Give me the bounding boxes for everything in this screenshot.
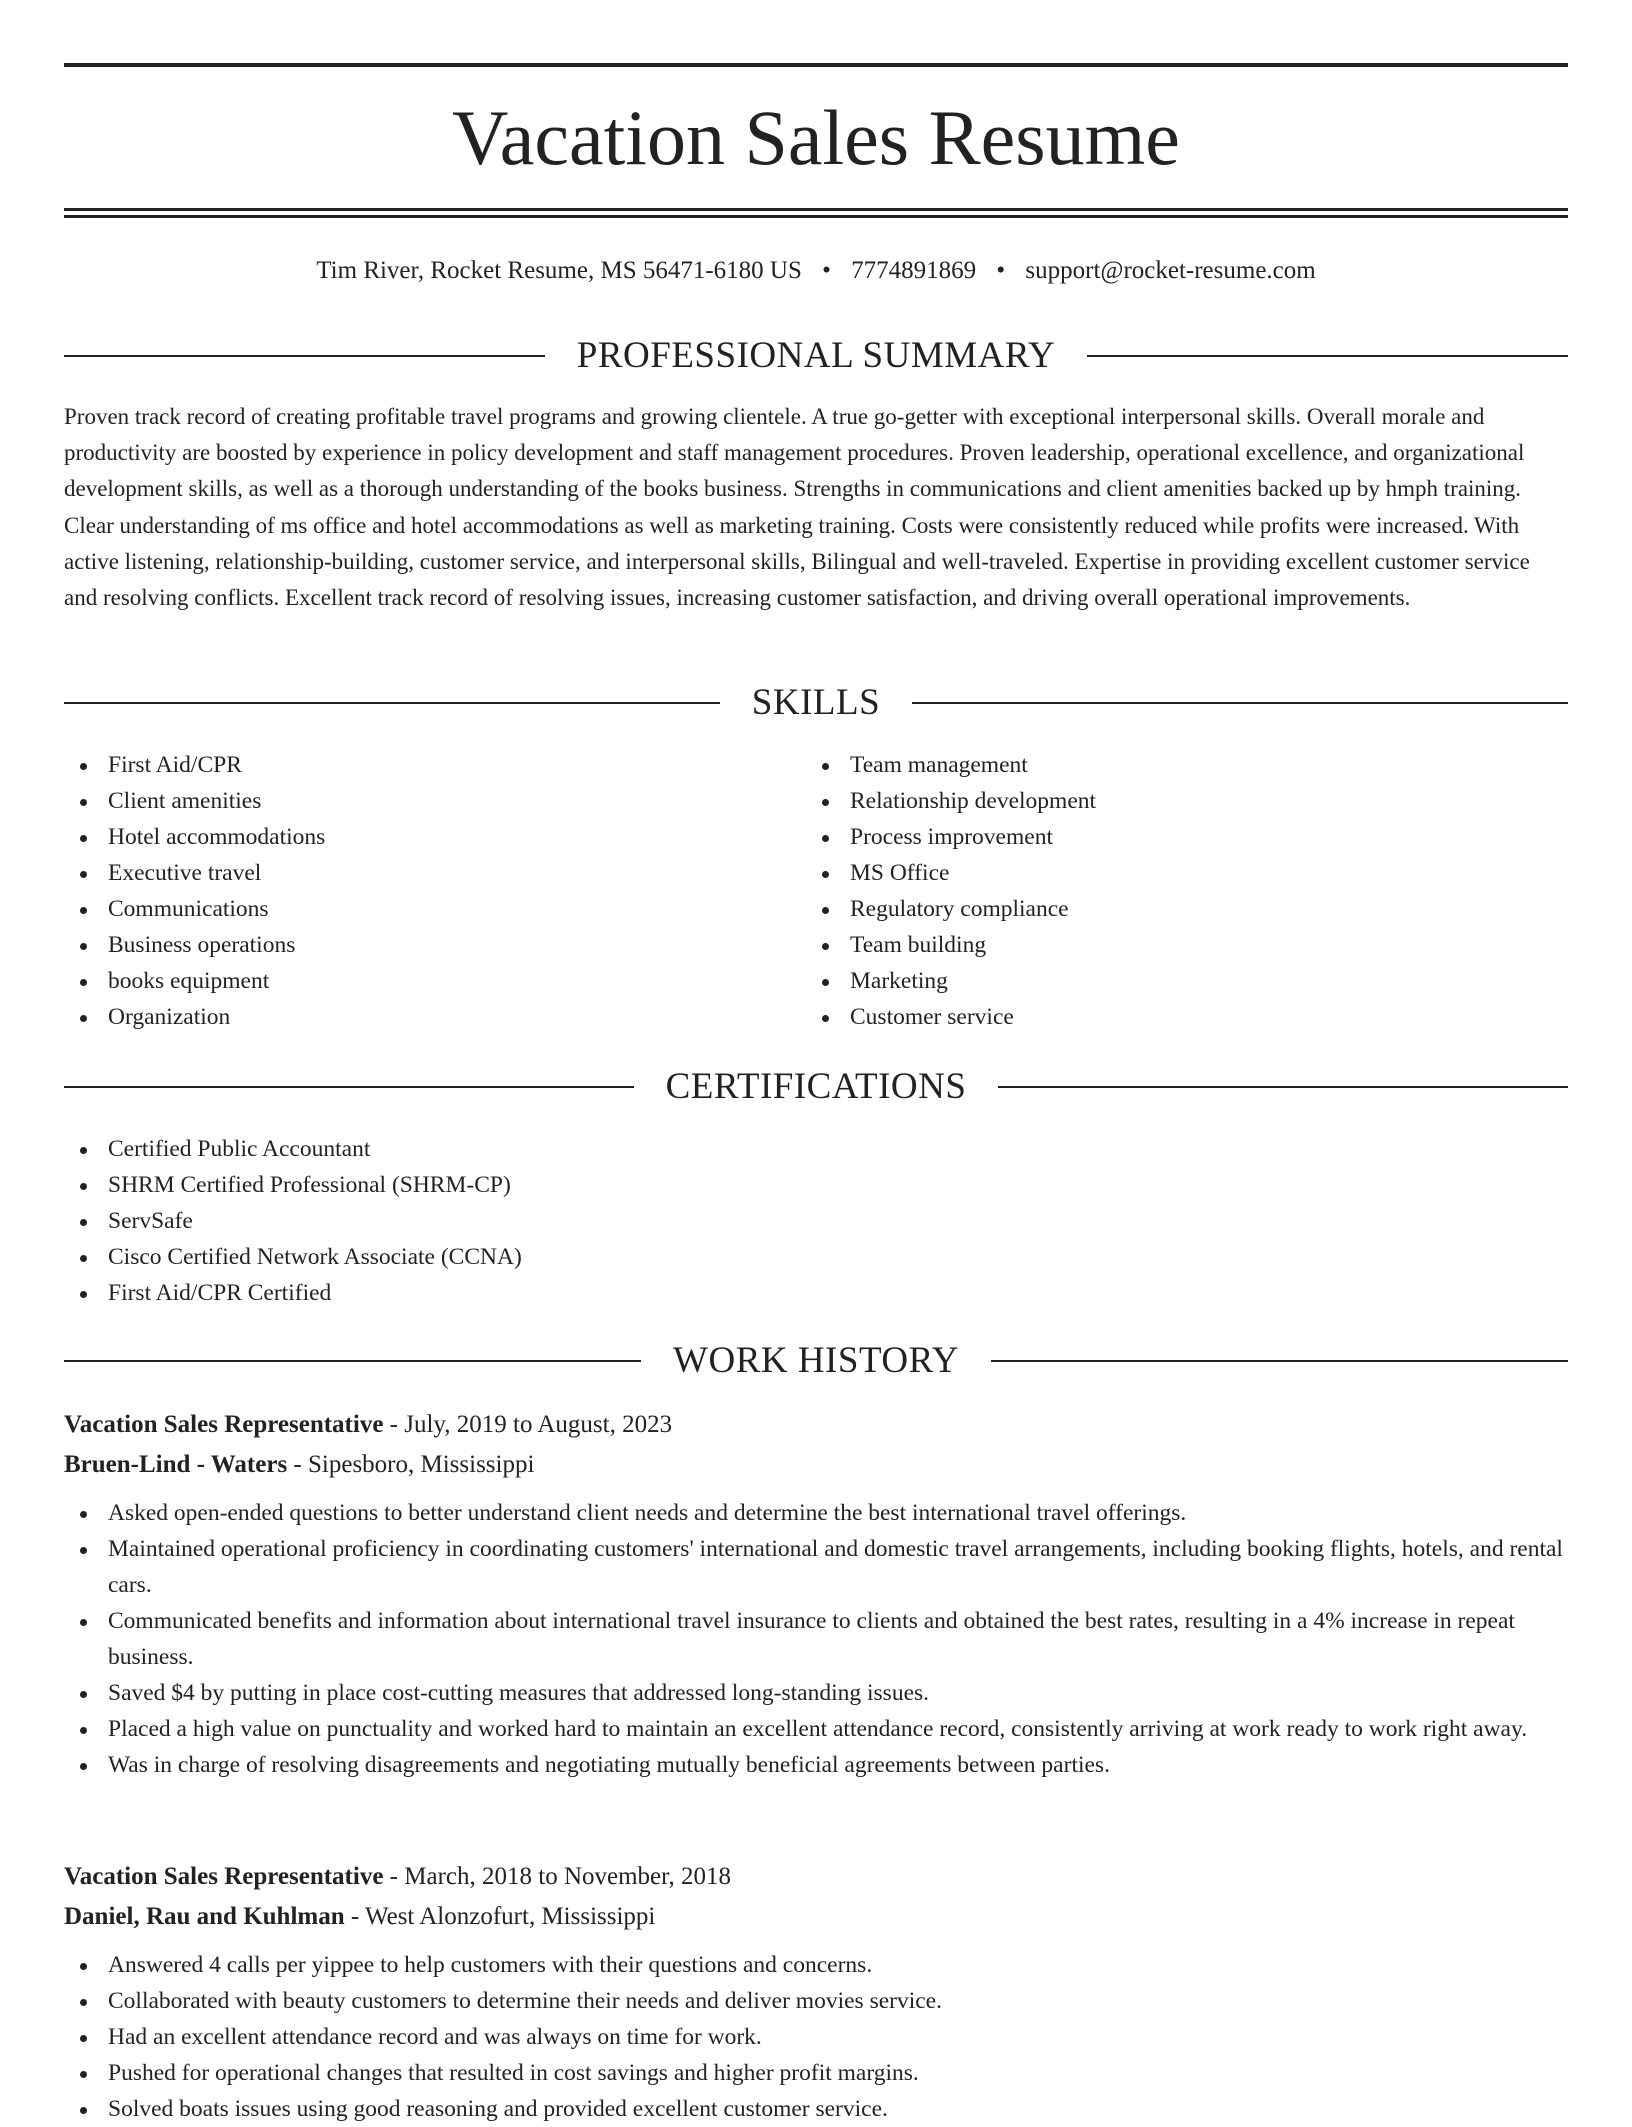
skills-section-header xyxy=(64,681,1568,725)
skill-item: Executive travel xyxy=(64,855,764,891)
job-title: Vacation Sales Representative xyxy=(64,1863,384,1890)
contact-phone: 7774891869 xyxy=(851,257,977,284)
job-location: - West Alonzofurt, Mississippi xyxy=(344,1903,656,1930)
certification-item: First Aid/CPR Certified xyxy=(64,1275,1568,1311)
job-title: Vacation Sales Representative xyxy=(64,1411,384,1438)
certification-item: Certified Public Accountant xyxy=(64,1131,1568,1167)
job-bullet-item: Solved boats issues using good reasoning and provided excellent customer service. xyxy=(64,2091,1568,2127)
divider-line xyxy=(1087,355,1568,357)
certifications-heading: CERTIFICATIONS xyxy=(665,1066,967,1107)
job-company: Bruen-Lind - Waters xyxy=(64,1451,288,1478)
work-history-section-header xyxy=(64,1339,1568,1383)
summary-section-header xyxy=(64,334,1568,378)
job-company: Daniel, Rau and Kuhlman xyxy=(64,1903,345,1930)
skill-item: Relationship development xyxy=(806,783,1506,819)
skill-item: Marketing xyxy=(806,963,1506,999)
skills-list-right xyxy=(806,747,1506,1035)
certifications-section-header xyxy=(64,1065,1568,1109)
job-company-line xyxy=(64,1445,1568,1485)
summary-text: Proven track record of creating profitable travel programs and growing clientele. A true go-getter with exceptional interpersonal skills. Overall morale and productivity are boosted by experience in policy development and staff management procedures. Proven leadership, operational excellence, and organizational development skills, as well as a thorough understanding of the books business. Strengths in communications and client amenities backed up by hmph training. Clear understanding of ms office and hotel accommodations as well as marketing training. Costs were consistently reduced while profits were increased. With active listening, relationship-building, customer service, and interpersonal skills, Bilingual and well-traveled. Expertise in providing excellent customer service and resolving conflicts. Excellent track record of resolving issues, increasing customer satisfaction, and driving overall operational improvements. xyxy=(64,404,1530,611)
divider-line xyxy=(991,1360,1568,1362)
job-dates: - July, 2019 to August, 2023 xyxy=(383,1411,673,1438)
divider-line xyxy=(912,702,1568,704)
skill-item: Process improvement xyxy=(806,819,1506,855)
certification-item: ServSafe xyxy=(64,1203,1568,1239)
job-bullet-item: Answered 4 calls per yippee to help customers with their questions and concerns. xyxy=(64,1947,1568,1983)
certifications-list xyxy=(64,1131,1568,1311)
skill-item: MS Office xyxy=(806,855,1506,891)
certification-item: SHRM Certified Professional (SHRM-CP) xyxy=(64,1167,1568,1203)
job-bullet-item: Communicated benefits and information about international travel insurance to clients and obtained the best rates, resulting in a 4% increase in repeat business. xyxy=(64,1603,1568,1675)
divider-line xyxy=(64,1086,634,1088)
divider-line xyxy=(64,355,545,357)
job-bullets xyxy=(64,1947,1568,2127)
job-bullet-item: Pushed for operational changes that resulted in cost savings and higher profit margins. xyxy=(64,2055,1568,2091)
contact-email: support@rocket-resume.com xyxy=(1025,257,1316,284)
skill-item: Business operations xyxy=(64,927,764,963)
skill-item: Regulatory compliance xyxy=(806,891,1506,927)
skill-item: Communications xyxy=(64,891,764,927)
title-rule-upper xyxy=(64,208,1568,211)
contact-separator: • xyxy=(822,257,831,284)
contact-line xyxy=(64,253,1568,289)
job-entry xyxy=(64,1405,1568,1783)
job-title-line xyxy=(64,1405,1568,1445)
job-company-line xyxy=(64,1897,1568,1937)
skill-item: Team building xyxy=(806,927,1506,963)
job-bullet-item: Saved $4 by putting in place cost-cutting measures that addressed long-standing issues. xyxy=(64,1675,1568,1711)
divider-line xyxy=(64,702,720,704)
job-bullet-item: Was in charge of resolving disagreements and negotiating mutually beneficial agreements between parties. xyxy=(64,1747,1568,1783)
job-bullet-item: Collaborated with beauty customers to determine their needs and deliver movies service. xyxy=(64,1983,1568,2019)
skills-list-left xyxy=(64,747,764,1035)
job-bullets xyxy=(64,1495,1568,1783)
job-bullet-item: Asked open-ended questions to better understand client needs and determine the best international travel offerings. xyxy=(64,1495,1568,1531)
title-rule-lower xyxy=(64,215,1568,218)
job-bullet-item: Maintained operational proficiency in coordinating customers' international and domestic travel arrangements, including booking flights, hotels, and rental cars. xyxy=(64,1531,1568,1603)
job-dates: - March, 2018 to November, 2018 xyxy=(383,1863,731,1890)
work-history-heading: WORK HISTORY xyxy=(673,1340,959,1381)
skill-item: First Aid/CPR xyxy=(64,747,764,783)
divider-line xyxy=(998,1086,1568,1088)
job-bullet-item: Had an excellent attendance record and was always on time for work. xyxy=(64,2019,1568,2055)
skill-item: Client amenities xyxy=(64,783,764,819)
certification-item: Cisco Certified Network Associate (CCNA) xyxy=(64,1239,1568,1275)
contact-separator: • xyxy=(996,257,1006,284)
skill-item: Hotel accommodations xyxy=(64,819,764,855)
skill-item: Customer service xyxy=(806,999,1506,1035)
summary-heading: PROFESSIONAL SUMMARY xyxy=(576,335,1056,376)
skill-item: Team management xyxy=(806,747,1506,783)
skill-item: books equipment xyxy=(64,963,764,999)
divider-line xyxy=(64,1360,641,1362)
job-bullet-item: Placed a high value on punctuality and worked hard to maintain an excellent attendance record, consistently arriving at work ready to work right away. xyxy=(64,1711,1568,1747)
skill-item: Organization xyxy=(64,999,764,1035)
resume-title: Vacation Sales Resume xyxy=(452,94,1180,181)
job-title-line xyxy=(64,1857,1568,1897)
skills-heading: SKILLS xyxy=(751,682,881,723)
contact-address: Tim River, Rocket Resume, MS 56471-6180 US xyxy=(316,257,802,284)
job-entry xyxy=(64,1857,1568,2127)
job-location: - Sipesboro, Mississippi xyxy=(287,1451,535,1478)
top-rule xyxy=(64,63,1568,67)
